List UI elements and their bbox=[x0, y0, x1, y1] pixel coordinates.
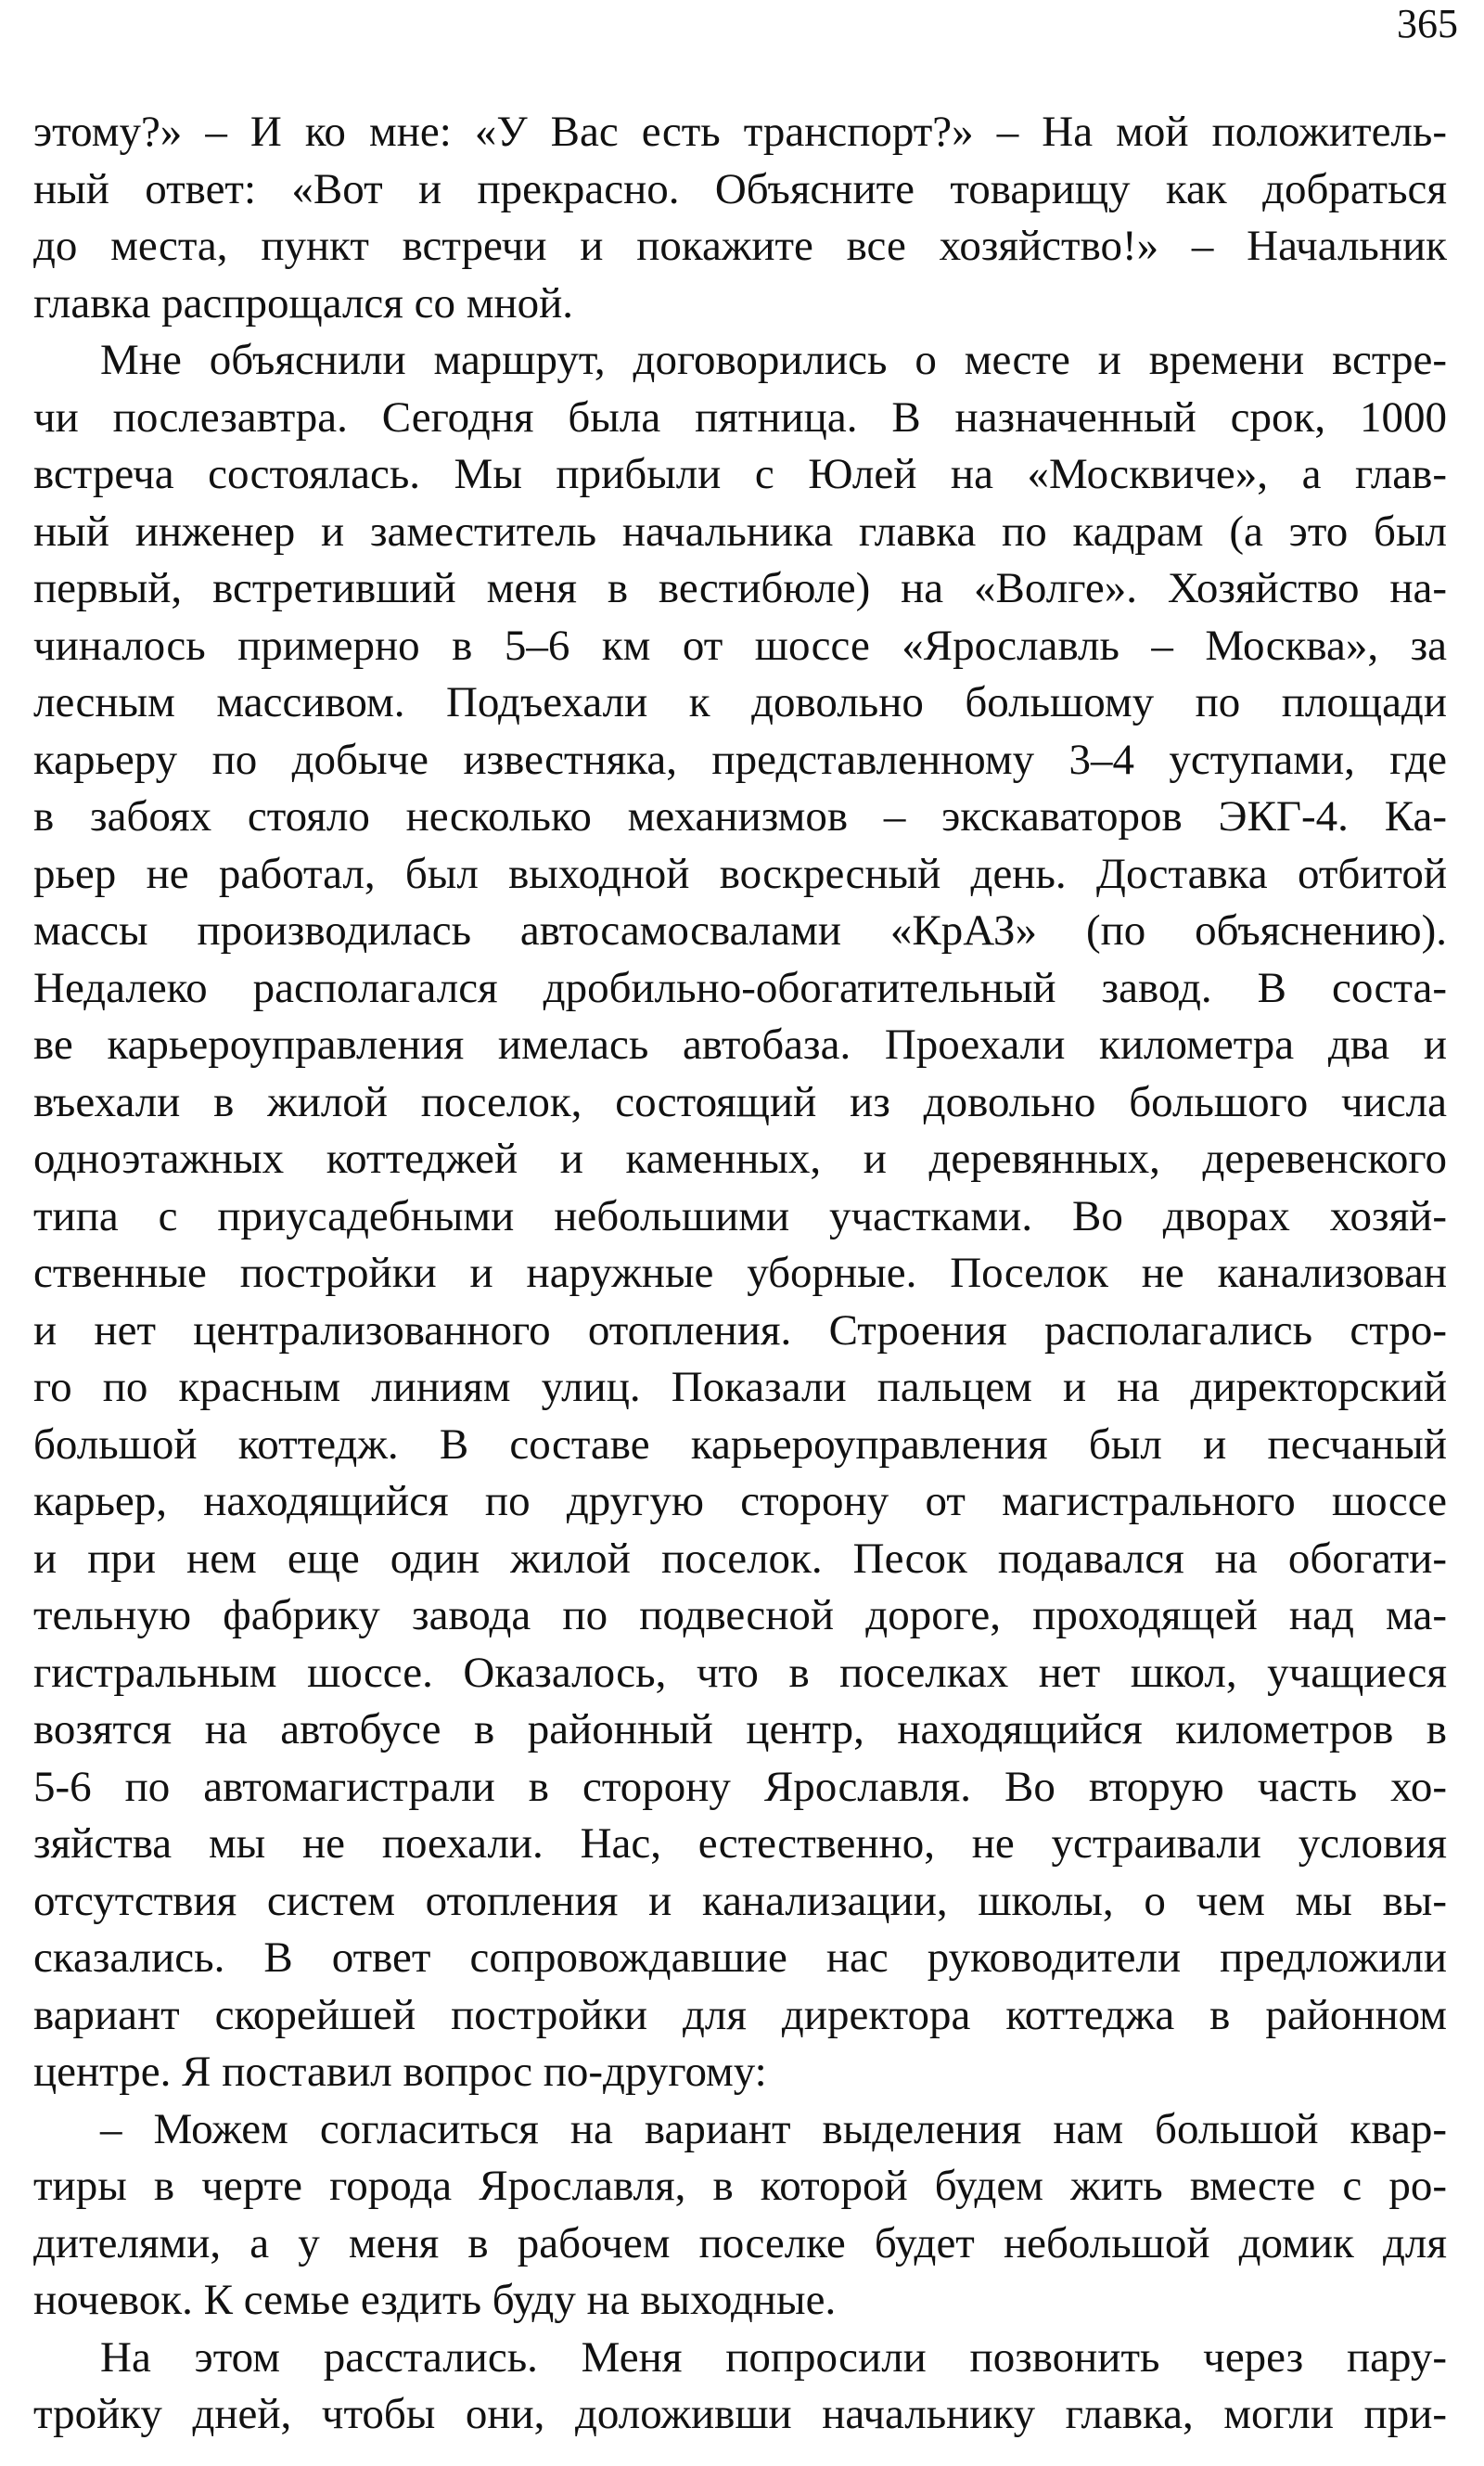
text-line: и нет централизованного отопления. Строения располагались стро- bbox=[33, 1305, 1447, 1355]
text-line: карьеру по добыче известняка, представленному 3–4 уступами, где bbox=[33, 735, 1447, 784]
text-line: дителями, а у меня в рабочем поселке будет небольшой домик для bbox=[33, 2218, 1447, 2267]
text-line: ве карьероуправления имелась автобаза. Проехали километра два и bbox=[33, 1021, 1447, 1069]
text-line: ный инженер и заместитель начальника главка по кадрам (а это был bbox=[33, 507, 1447, 556]
page-body-text bbox=[33, 104, 1447, 2444]
text-line: и при нем еще один жилой поселок. Песок подавался на обогати- bbox=[33, 1534, 1447, 1583]
text-line: 5-6 по автомагистрали в сторону Ярославля. Во вторую часть хо- bbox=[33, 1762, 1447, 1811]
text-line: в забоях стояло несколько механизмов – экскаваторов ЭКГ-4. Ка- bbox=[33, 792, 1447, 841]
text-line: одноэтажных коттеджей и каменных, и деревянных, деревенского bbox=[33, 1135, 1447, 1183]
text-line: Мне объяснили маршрут, договорились о месте и времени встре- bbox=[100, 336, 1447, 384]
text-line: возятся на автобусе в районный центр, находящийся километров в bbox=[33, 1705, 1447, 1753]
text-line: вариант скорейшей постройки для директора коттеджа в районном bbox=[33, 1990, 1447, 2039]
text-line: На этом расстались. Меня попросили позвонить через пару- bbox=[100, 2332, 1447, 2382]
text-line: этому?» – И ко мне: «У Вас есть транспорт?» – На мой положитель- bbox=[33, 108, 1447, 156]
text-line: рьер не работал, был выходной воскресный день. Доставка отбитой bbox=[33, 849, 1447, 898]
text-line: тельную фабрику завода по подвесной дороге, проходящей над ма- bbox=[33, 1591, 1447, 1639]
text-line: отсутствия систем отопления и канализации, школы, о чем мы вы- bbox=[33, 1876, 1447, 1925]
text-line: ственные постройки и наружные уборные. Поселок не канализован bbox=[33, 1249, 1447, 1297]
text-line: встреча состоялась. Мы прибыли с Юлей на «Москвиче», а глав- bbox=[33, 450, 1447, 498]
text-line: ный ответ: «Вот и прекрасно. Объясните товарищу как добраться bbox=[33, 164, 1447, 213]
text-line: тройку дней, чтобы они, доложивши начальнику главка, могли при- bbox=[33, 2390, 1447, 2438]
text-line: ночевок. К семье ездить буду на выходные. bbox=[33, 2276, 837, 2324]
text-line: въехали в жилой поселок, состоящий из довольно большого числа bbox=[33, 1077, 1447, 1126]
text-line: первый, встретивший меня в вестибюле) на «Волге». Хозяйство на- bbox=[33, 564, 1447, 612]
text-line: лесным массивом. Подъехали к довольно большому по площади bbox=[33, 678, 1447, 726]
text-line: го по красным линиям улиц. Показали пальцем и на директорский bbox=[33, 1363, 1447, 1411]
text-line: большой коттедж. В составе карьероуправления был и песчаный bbox=[33, 1419, 1447, 1469]
text-line: главка распрощался со мной. bbox=[33, 278, 574, 328]
text-line: типа с приусадебными небольшими участками. Во дворах хозяй- bbox=[33, 1191, 1447, 1240]
text-line: Недалеко располагался дробильно-обогатительный завод. В соста- bbox=[33, 963, 1447, 1012]
text-line: зяйства мы не поехали. Нас, естественно, не устраивали условия bbox=[33, 1819, 1447, 1868]
text-line: – Можем согласиться на вариант выделения нам большой квар- bbox=[100, 2104, 1447, 2153]
page-number: 365 bbox=[1397, 1, 1458, 46]
text-line: сказались. В ответ сопровождавшие нас руководители предложили bbox=[33, 1933, 1447, 1982]
text-line: массы производилась автосамосвалами «КрАЗ» (по объяснению). bbox=[33, 906, 1447, 955]
text-line: до места, пункт встречи и покажите все хозяйство!» – Начальник bbox=[33, 222, 1447, 270]
text-line: чи послезавтра. Сегодня была пятница. В назначенный срок, 1000 bbox=[33, 392, 1447, 442]
text-line: гистральным шоссе. Оказалось, что в поселках нет школ, учащиеся bbox=[33, 1648, 1447, 1697]
text-line: тиры в черте города Ярославля, в которой будем жить вместе с ро- bbox=[33, 2162, 1447, 2210]
text-line: карьер, находящийся по другую сторону от магистрального шоссе bbox=[33, 1477, 1447, 1525]
text-line: центре. Я поставил вопрос по-другому: bbox=[33, 2048, 767, 2096]
text-line: чиналось примерно в 5–6 км от шоссе «Ярославль – Москва», за bbox=[33, 621, 1447, 670]
